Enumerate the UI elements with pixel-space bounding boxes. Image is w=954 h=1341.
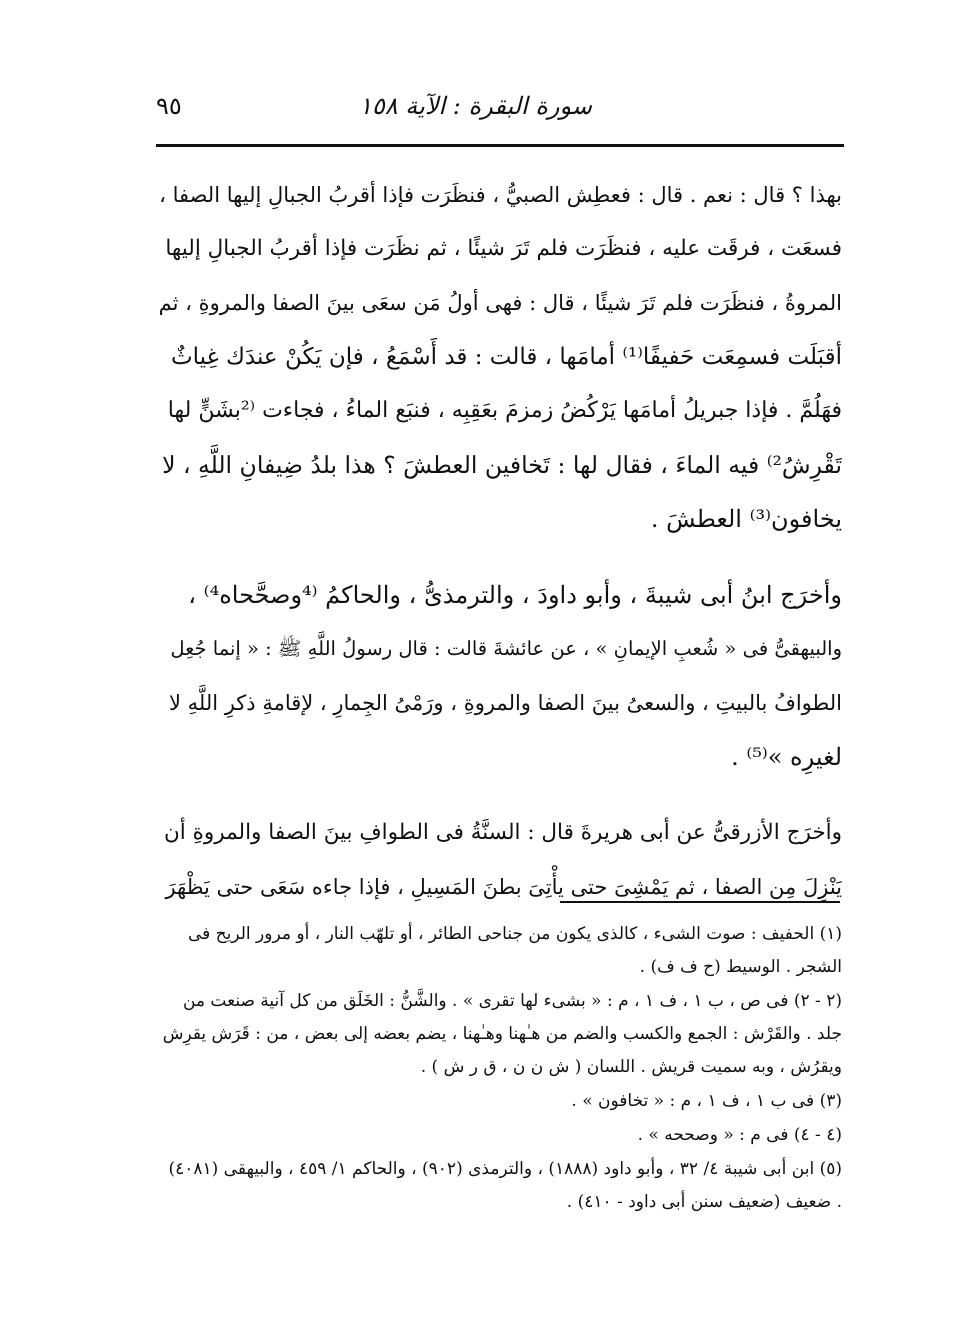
text-line: أقبَلَت فسمِعَت حَفيفًا⁽¹⁾ أمامَها ، قالت : قد أَسْمَعُ ، فإن يَكُنْ عندَك غِياثٌ: [171, 344, 842, 370]
text-line: والبيهقىُّ فى « شُعبِ الإيمانِ » ، عن عائشةَ قالت : قال رسولُ اللَّهِ ﷺ : « إنما جُعِل: [170, 637, 842, 660]
text-line: الطوافُ بالبيتِ ، والسعىُ بينَ الصفا والمروةِ ، ورَمْىُ الجِمارِ ، لإقامةِ ذكرِ اللَّهِ لا: [168, 691, 842, 715]
text-line: بهذا ؟ قال : نعم . قال : فعطِش الصبيُّ ، فنظَرَت فإذا أقربُ الجبالِ إليها الصفا ،: [159, 183, 842, 207]
paragraph-2: [158, 568, 842, 784]
text-line: فهَلُمَّ . فإذا جبريلُ أمامَها يَرْكُضُ زمزمَ بعَقِبِه ، فنبَع الماءُ ، فجاءت ⁽²بشَنٍّ لها: [167, 398, 842, 423]
text-line: يخافون⁽³⁾ العطشَ .: [650, 505, 842, 533]
paragraph-3: [158, 806, 842, 914]
footnote-3: (٣) فى ب ١ ، ف ١ ، م : « تخافون » .: [571, 1091, 842, 1111]
main-text: [158, 168, 842, 914]
text-line: لغيرِه »⁽⁵⁾ .: [731, 743, 842, 771]
footnote-2: (٢ - ٢) فى ص ، ب ١ ، ف ١ ، م : « بشىء لها تقرى » . والشَّنُّ : الخَلَق من كل آنية صنعت من جلد . والقَرْش : الجمع والكسب والضم من هـٰهنا وهـٰهنا ، يضم بعضه إلى بعض ، من : قَرَش يقرِش ويقرُش ، وبه سميت قريش . اللسان ( ش ن ن ، ق ر ش ) .: [162, 991, 842, 1077]
footnote-4: (٤ - ٤) فى م : « وصححه » .: [637, 1125, 842, 1145]
paragraph-1: [158, 168, 842, 546]
text-line: وأخرَج الأزرقىُّ عن أبى هريرةَ قال : السنَّةُ فى الطوافِ بينَ الصفا والمروةِ أن: [164, 820, 842, 845]
footnotes: [158, 918, 842, 1220]
footnote-5: (٥) ابن أبى شيبة ٤/ ٣٢ ، وأبو داود (١٨٨٨) ، والترمذى (٩٠٢) ، والحاكم ١/ ٤٥٩ ، والبيهقى (٤٠٨١) . ضعيف (ضعيف سنن أبى داود - ٤١٠) .: [168, 1159, 842, 1212]
header-rule: [156, 144, 844, 147]
text-line: تَقْرِشُ²⁾ فيه الماءَ ، فقال لها : تَخافين العطشَ ؟ هذا بلدُ ضِيفانِ اللَّهِ ، لا: [162, 451, 842, 479]
page-number: ٩٥: [156, 92, 182, 120]
page-header: [156, 92, 842, 128]
footnote-1: (١) الحفيف : صوت الشىء ، كالذى يكون من جناحى الطائر ، أو تلهّب النار ، أو مرور الريح فى الشجر . الوسيط (ح ف ف) .: [187, 924, 842, 977]
running-title: سورة البقرة : الآية ١٥٨: [358, 92, 592, 120]
text-line: المروةُ ، فنظَرَت فلم تَرَ شيئًا ، قال : فهى أولُ مَن سعَى بينَ الصفا والمروةِ ، ثم: [158, 291, 842, 315]
text-line: وأخرَج ابنُ أبى شيبةَ ، وأبو داودَ ، والترمذىُّ ، والحاكمُ ⁽⁴وصحَّحاه⁴⁾ ،: [188, 581, 842, 609]
text-line: يَنْزِلَ مِن الصفا ، ثم يَمْشِىَ حتى يأْتِىَ بطنَ المَسِيلِ ، فإذا جاءه سَعَى حتى يَظْهَرَ: [165, 875, 842, 899]
text-line: فسعَت ، فرقَت عليه ، فنظَرَت فلم تَرَ شيئًا ، ثم نظَرَت فإذا أقربُ الجبالِ إليها: [165, 236, 842, 261]
footnote-rule: [560, 901, 840, 903]
